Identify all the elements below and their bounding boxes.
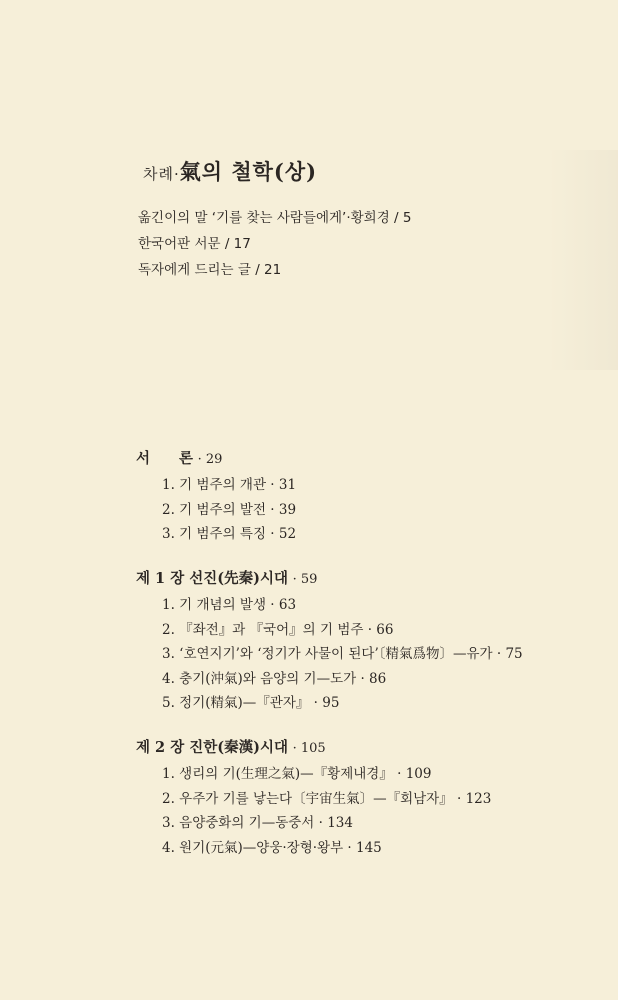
toc-item: 1. 생리의 기(生理之氣)—『황제내경』 · 109 [162, 766, 432, 782]
section-page: · 105 [292, 741, 326, 756]
section-page: · 59 [292, 572, 318, 587]
title-main: 氣의 철학(상) [179, 159, 318, 184]
page-shadow [548, 150, 618, 370]
section-label: 제 2 장 진한(秦漢)시대 [136, 739, 288, 756]
section-introduction [136, 444, 296, 547]
section-label: 서 론 [136, 450, 194, 467]
toc-item: 4. 충기(沖氣)와 음양의 기—도가 · 86 [162, 670, 387, 687]
section-heading [136, 444, 296, 473]
front-matter-item: 옮긴이의 말 ‘기를 찾는 사람들에게’·황희경 / 5 [138, 210, 412, 226]
front-matter-list [138, 205, 411, 283]
toc-item: 3. 기 범주의 특징 · 52 [162, 526, 297, 542]
toc-item: 1. 기 범주의 개관 · 31 [162, 477, 297, 493]
toc-item: 2. 기 범주의 발전 · 39 [162, 501, 297, 518]
section-chapter-2 [136, 733, 491, 860]
toc-item: 3. ‘호연지기’와 ‘정기가 사물이 된다’〔精氣爲物〕—유가 · 75 [162, 646, 523, 662]
toc-item: 3. 음양중화의 기—동중서 · 134 [162, 815, 353, 831]
section-page: · 29 [197, 452, 223, 467]
toc-item: 5. 정기(精氣)—『관자』 · 95 [162, 695, 340, 711]
front-matter-item: 독자에게 드리는 글 / 21 [138, 262, 282, 278]
page-title [143, 156, 317, 186]
section-heading [136, 564, 523, 593]
toc-item: 1. 기 개념의 발생 · 63 [162, 597, 297, 613]
toc-item: 2. 『좌전』과 『국어』의 기 범주 · 66 [162, 621, 394, 638]
toc-item: 4. 원기(元氣)—양웅·장형·왕부 · 145 [162, 839, 382, 856]
section-chapter-1 [136, 564, 523, 716]
title-prefix: 차례· [143, 165, 180, 183]
section-heading [136, 733, 491, 762]
front-matter-item: 한국어판 서문 / 17 [138, 236, 251, 252]
section-label: 제 1 장 선진(先秦)시대 [136, 570, 288, 587]
toc-item: 2. 우주가 기를 낳는다〔宇宙生氣〕—『회남자』 · 123 [162, 790, 492, 807]
